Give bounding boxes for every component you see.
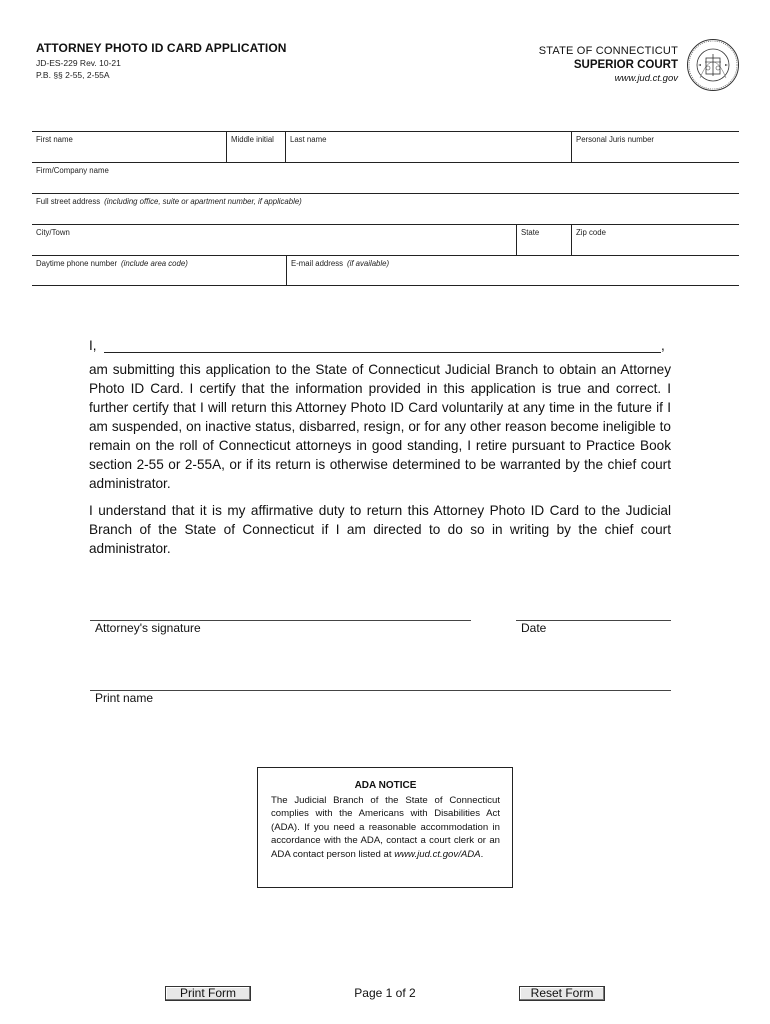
statute-reference: P.B. §§ 2-55, 2-55A <box>36 70 110 80</box>
ada-notice-end: . <box>480 848 484 860</box>
middle-initial-field[interactable] <box>226 132 285 162</box>
ada-notice-title: ADA NOTICE <box>354 780 417 791</box>
print-name-line[interactable] <box>90 690 671 691</box>
ada-link[interactable]: www.jud.ct.gov/ADA <box>394 848 481 860</box>
ada-notice-text: The Judicial Branch of the State of Connecticut complies with the Americans with Disabilities Act (ADA). If you need a reasonable accommodation in accordance with the ADA, contact a court clerk or an ADA contact person listed at <box>271 795 500 860</box>
date-label: Date <box>521 621 547 635</box>
state-label: State <box>521 228 540 237</box>
connecticut-judicial-seal-icon <box>686 38 740 92</box>
email-hint: (if available) <box>347 259 390 268</box>
city-town-field[interactable] <box>32 225 516 255</box>
last-name-label: Last name <box>290 135 327 144</box>
applicant-info-table <box>32 131 739 286</box>
firm-row <box>32 162 739 193</box>
middle-initial-label: Middle initial <box>231 135 274 144</box>
attorney-signature-label: Attorney's signature <box>95 621 201 635</box>
email-field[interactable] <box>286 256 739 285</box>
website: www.jud.ct.gov <box>614 73 678 84</box>
juris-number-field[interactable] <box>571 132 739 162</box>
name-row <box>32 131 739 162</box>
last-name-field[interactable] <box>285 132 571 162</box>
page-number: Page 1 of 2 <box>354 986 416 1000</box>
street-address-hint: (including office, suite or apartment number, if applicable) <box>104 197 302 206</box>
city-row <box>32 224 739 255</box>
first-name-field[interactable] <box>32 132 226 162</box>
phone-label: Daytime phone number <box>36 259 118 268</box>
juris-number-label: Personal Juris number <box>576 135 655 144</box>
certification-suffix: , <box>661 338 665 353</box>
reset-form-button[interactable]: Reset Form <box>519 986 605 1001</box>
street-address-label: Full street address <box>36 197 101 206</box>
print-form-button[interactable]: Print Form <box>165 986 251 1001</box>
firm-name-label: Firm/Company name <box>36 166 109 175</box>
email-label: E-mail address <box>291 259 343 268</box>
certification-paragraph-1: am submitting this application to the State of Connecticut Judicial Branch to obtain an Attorney Photo ID Card. I certify that the information provided in this application is true and correct. I further certify that I will return this Attorney Photo ID Card voluntarily at any time in the future if I am suspended, on inactive status, disbarred, resign, or for any other reason become ineligible to remain on the roll of Connecticut attorneys in good standing, I retire pursuant to Practice Book section 2-55 or 2-55A, or if its return is otherwise determined to be warranted by the chief court administrator. <box>89 362 671 491</box>
contact-row <box>32 255 739 286</box>
first-name-label: First name <box>36 135 73 144</box>
form-number: JD-ES-229 Rev. 10-21 <box>36 58 121 68</box>
certifier-name-line[interactable] <box>104 352 661 353</box>
print-name-label: Print name <box>95 691 154 705</box>
form-title: ATTORNEY PHOTO ID CARD APPLICATION <box>36 41 287 55</box>
certification-prefix: I, <box>89 338 97 353</box>
address-row <box>32 193 739 224</box>
state-name: STATE OF CONNECTICUT <box>538 45 678 57</box>
firm-name-field[interactable] <box>32 163 739 193</box>
state-field[interactable] <box>516 225 571 255</box>
city-town-label: City/Town <box>36 228 70 237</box>
phone-hint: (include area code) <box>121 259 188 268</box>
zip-code-label: Zip code <box>576 228 606 237</box>
certification-paragraph-2: I understand that it is my affirmative duty to return this Attorney Photo ID Card to the Judicial Branch of the State of Connecticut if I am directed to do so in writing by the chief court administrator. <box>89 503 671 556</box>
phone-field[interactable] <box>32 256 286 285</box>
ada-notice-box <box>257 767 513 888</box>
street-address-field[interactable] <box>32 194 739 224</box>
ada-notice-body <box>271 794 500 861</box>
zip-code-field[interactable] <box>571 225 739 255</box>
court-name: SUPERIOR COURT <box>573 59 678 71</box>
